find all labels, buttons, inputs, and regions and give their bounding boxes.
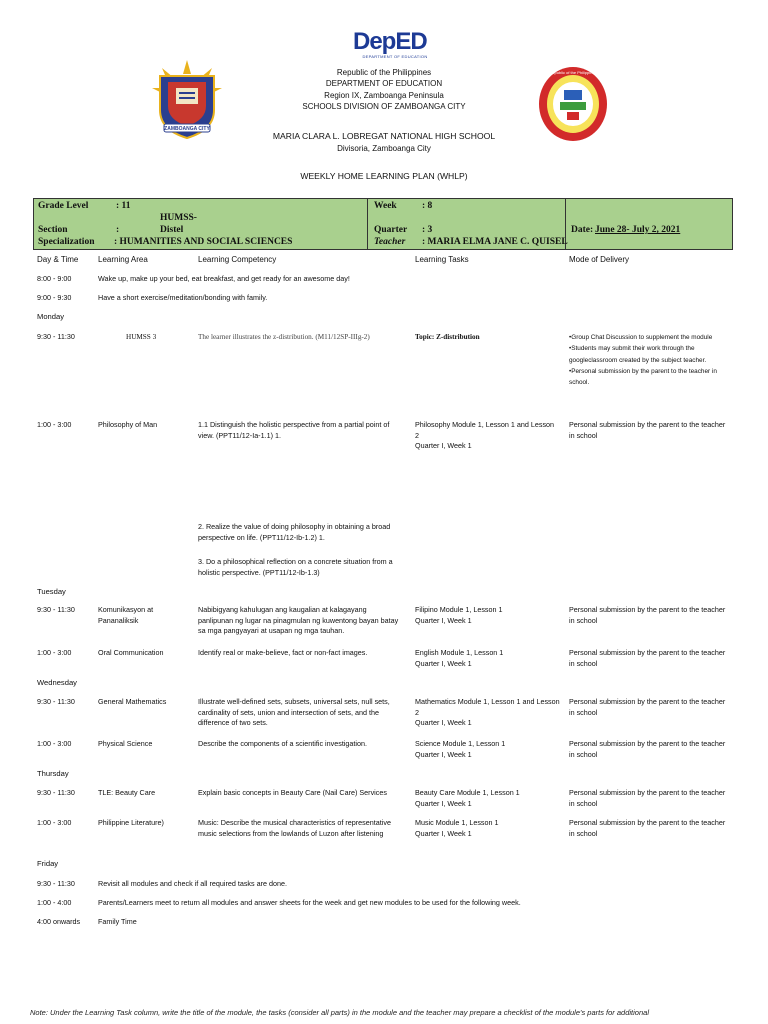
column-header-learning-tasks: Learning Tasks [415,255,469,264]
learning-task: Mathematics Module 1, Lesson 1 and Lesson 2 Quarter I, Week 1 [415,697,560,728]
learning-competency: 3. Do a philosophical reflection on a concrete situation from a holistic perspective. (PPT11/12-Ib-1.3) [198,557,393,577]
routine-activity: Have a short exercise/meditation/bonding with family. [98,293,268,302]
deped-logo [353,30,437,62]
learning-task: Filipino Module 1, Lesson 1 Quarter I, Week 1 [415,605,503,625]
learning-competency: Explain basic concepts in Beauty Care (Nail Care) Services [198,788,387,797]
schedule-time: 9:30 - 11:30 [37,788,75,797]
learning-area: TLE: Beauty Care [98,788,156,797]
learning-task: English Module 1, Lesson 1 Quarter I, Week 1 [415,648,504,668]
learning-area: General Mathematics [98,697,167,706]
schedule-time: 1:00 - 3:00 [37,739,72,748]
day-label-tuesday: Tuesday [37,587,66,596]
mode-of-delivery: Personal submission by the parent to the teacher in school [569,697,726,717]
teacher-label: Teacher [374,237,406,247]
info-divider [367,199,368,249]
column-header-day-time: Day & Time [37,255,79,264]
learning-task: Topic: Z-distribution [415,333,480,341]
quarter-label: Quarter [374,225,408,235]
header-department: DEPARTMENT OF EDUCATION [325,79,443,88]
friday-activity: Parents/Learners meet to return all modules and answer sheets for the week and get new modules to be used for the following week. [98,898,521,907]
mode-of-delivery: Personal submission by the parent to the teacher in school [569,818,726,838]
day-label-wednesday: Wednesday [37,678,77,687]
column-header-mode-of-delivery: Mode of Delivery [569,255,630,264]
day-label-monday: Monday [37,312,65,321]
schedule-time: 9:30 - 11:30 [37,332,75,341]
section-value-2: Distel [160,225,184,235]
schedule-time: 1:00 - 3:00 [37,818,72,827]
header-school: MARIA CLARA L. LOBREGAT NATIONAL HIGH SCHOOL [272,131,496,141]
schedule-time: 9:30 - 11:30 [37,879,75,888]
mode-of-delivery: Personal submission by the parent to the teacher in school [569,420,726,440]
mode-of-delivery: •Group Chat Discussion to supplement the module •Students may submit their work through the googleclassroom created by the subject teacher. •Personal submission by the parent to the teacher in school. [569,334,717,387]
mode-of-delivery: Personal submission by the parent to the teacher in school [569,739,726,759]
learning-area: Philosophy of Man [98,420,158,429]
learning-task: Music Module 1, Lesson 1 Quarter I, Week 1 [415,818,499,838]
day-label-thursday: Thursday [37,769,69,778]
column-header-learning-competency: Learning Competency [198,255,277,264]
week-label: Week [374,201,397,211]
learning-area: HUMSS 3 [126,333,157,341]
date-label: Date: [571,225,594,235]
document-title: WEEKLY HOME LEARNING PLAN (WHLP) [300,171,468,181]
specialization-label: Specialization [38,237,95,247]
mode-of-delivery: Personal submission by the parent to the teacher in school [569,648,726,668]
svg-text:ZAMBOANGA CITY: ZAMBOANGA CITY [164,126,210,132]
quarter-value: : 3 [422,225,433,235]
routine-time: 8:00 - 9:00 [37,274,72,283]
date-value: June 28- July 2, 2021 [595,225,681,235]
learning-competency: Nabibigyang kahulugan ang kaugalian at kalagayang panlipunan ng lugar na pinagmulan ng kuwentong bayan batay sa mga pangyayari at usapan ng mga tauhan. [198,605,399,636]
learning-competency: 1.1 Distinguish the holistic perspective from a partial point of view. (PPT11/12-Ia-1.1) 1. [198,420,390,440]
learning-area: Komunikasyon at Pananaliksik [98,605,154,625]
schedule-time: 9:30 - 11:30 [37,697,75,706]
day-label-friday: Friday [37,859,59,868]
learning-competency: Music: Describe the musical characteristics of representative music selections from the lowlands of Luzon after listening [198,818,391,838]
week-value: : 8 [422,201,433,211]
footer-note: Note: Under the Learning Task column, write the title of the module, the tasks (consider all parts) in the module and the teacher may prepare a checklist of the module's parts for additional [30,1008,649,1017]
header-division: SCHOOLS DIVISION OF ZAMBOANGA CITY [302,102,466,111]
learning-task: Science Module 1, Lesson 1 Quarter I, Week 1 [415,739,506,759]
schedule-time: 4:00 onwards [37,917,81,926]
learning-competency: Identify real or make-believe, fact or non-fact images. [198,648,368,657]
learning-competency: 2. Realize the value of doing philosophy in obtaining a broad perspective on life. (PPT11/12-Ib-1.2) 1. [198,522,391,542]
schedule-time: 1:00 - 3:00 [37,648,72,657]
schedule-time: 1:00 - 3:00 [37,420,72,429]
learning-competency: The learner illustrates the z-distribution. (M11/12SP-IIIg-2) [198,333,370,341]
schedule-time: 1:00 - 4:00 [37,898,72,907]
section-label: Section [38,225,68,235]
mode-of-delivery: Personal submission by the parent to the teacher in school [569,605,726,625]
column-header-learning-area: Learning Area [98,255,148,264]
routine-activity: Wake up, make up your bed, eat breakfast, and get ready for an awesome day! [98,274,350,283]
grade-value: : 11 [116,201,131,211]
specialization-value: : HUMANITIES AND SOCIAL SCIENCES [114,237,293,247]
learning-competency: Describe the components of a scientific investigation. [198,739,367,748]
learning-competency: Illustrate well-defined sets, subsets, universal sets, null sets, cardinality of sets, union and intersection of sets, and the difference of two sets. [198,697,390,728]
friday-activity: Family Time [98,917,137,926]
teacher-value: : MARIA ELMA JANE C. QUISEL [422,237,568,247]
learning-area: Oral Communication [98,648,164,657]
mode-of-delivery: Personal submission by the parent to the teacher in school [569,788,726,808]
deped-logo-text: DepED [353,28,427,55]
header-region: Region IX, Zamboanga Peninsula [324,91,444,100]
friday-activity: Revisit all modules and check if all required tasks are done. [98,879,287,888]
header-address: Divisoria, Zamboanga City [337,144,431,153]
routine-time: 9:00 - 9:30 [37,293,72,302]
svg-text:Republic of the Philippines: Republic of the Philippines [549,70,597,75]
grade-label: Grade Level [38,201,89,211]
schedule-time: 9:30 - 11:30 [37,605,75,614]
learning-area: Physical Science [98,739,153,748]
info-box [33,198,733,250]
learning-task: Philosophy Module 1, Lesson 1 and Lesson 2 Quarter I, Week 1 [415,420,555,451]
section-colon: : [116,225,120,235]
header-republic: Republic of the Philippines [336,68,432,77]
deped-logo-subtext: DEPARTMENT OF EDUCATION [362,54,428,59]
learning-area: Philippine Literature) [98,818,164,827]
section-value-1: HUMSS- [160,213,197,223]
learning-task: Beauty Care Module 1, Lesson 1 Quarter I, Week 1 [415,788,520,808]
